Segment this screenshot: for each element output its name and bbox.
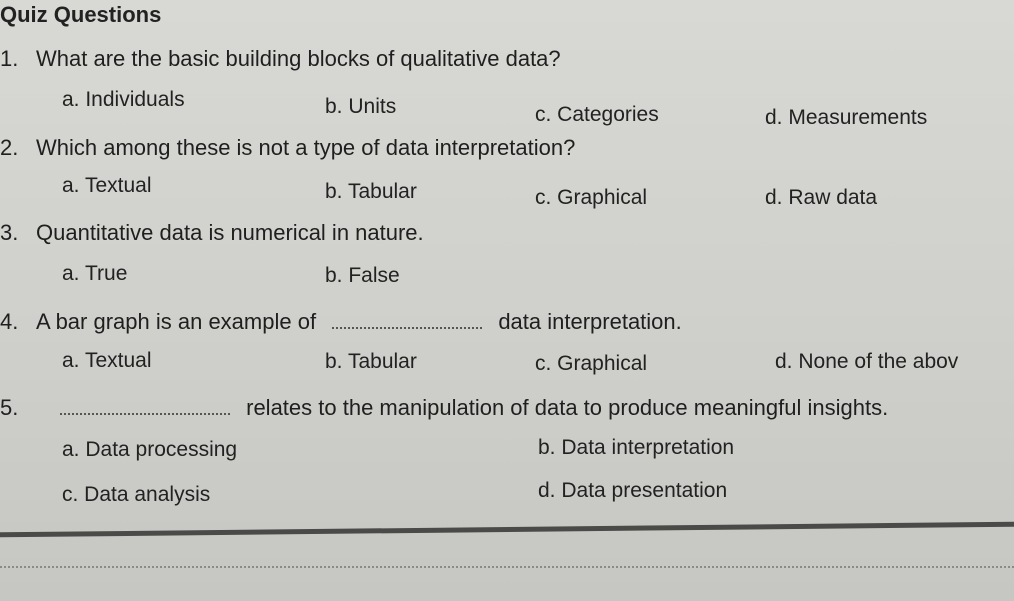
question-1-option-d: d. Measurements [765, 106, 928, 129]
question-4-number: 4. [0, 309, 19, 334]
question-2-option-b: b. Tabular [325, 180, 417, 203]
question-5-option-c: c. Data analysis [62, 483, 211, 506]
question-4-text-before: A bar graph is an example of [36, 309, 317, 334]
question-3-option-a: a. True [62, 262, 128, 285]
question-3-number: 3. [0, 220, 19, 245]
question-5-number: 5. [0, 395, 19, 420]
question-5-text [60, 395, 888, 421]
question-4-option-b: b. Tabular [325, 350, 417, 373]
question-1-option-b: b. Units [325, 95, 397, 118]
question-4-option-d: d. None of the abov [775, 350, 959, 373]
question-2-option-a: a. Textual [62, 174, 152, 197]
dotted-divider [0, 566, 1014, 568]
question-1-option-c: c. Categories [535, 103, 659, 126]
question-2-option-c: c. Graphical [535, 186, 648, 209]
question-1-number: 1. [0, 46, 19, 71]
question-5-option-b: b. Data interpretation [538, 436, 735, 459]
question-5-option-a: a. Data processing [62, 438, 238, 461]
question-3-text: Quantitative data is numerical in nature. [36, 220, 424, 245]
question-5-option-d: d. Data presentation [538, 479, 728, 502]
question-2-text: Which among these is not a type of data interpretation? [36, 135, 576, 160]
question-5-blank [60, 395, 230, 415]
question-1-option-a: a. Individuals [62, 88, 185, 111]
question-4-text [36, 309, 682, 335]
question-5-text-after: relates to the manipulation of data to produce meaningful insights. [246, 395, 889, 420]
question-4-option-c: c. Graphical [535, 352, 648, 375]
question-3-option-b: b. False [325, 264, 400, 287]
question-1-text: What are the basic building blocks of qualitative data? [36, 46, 561, 71]
question-4-option-a: a. Textual [62, 349, 152, 372]
question-4-text-after: data interpretation. [498, 309, 682, 334]
question-4-blank [332, 309, 482, 329]
quiz-title: Quiz Questions [0, 2, 162, 27]
question-2-number: 2. [0, 135, 19, 160]
question-2-option-d: d. Raw data [765, 186, 878, 209]
section-divider [0, 522, 1014, 538]
